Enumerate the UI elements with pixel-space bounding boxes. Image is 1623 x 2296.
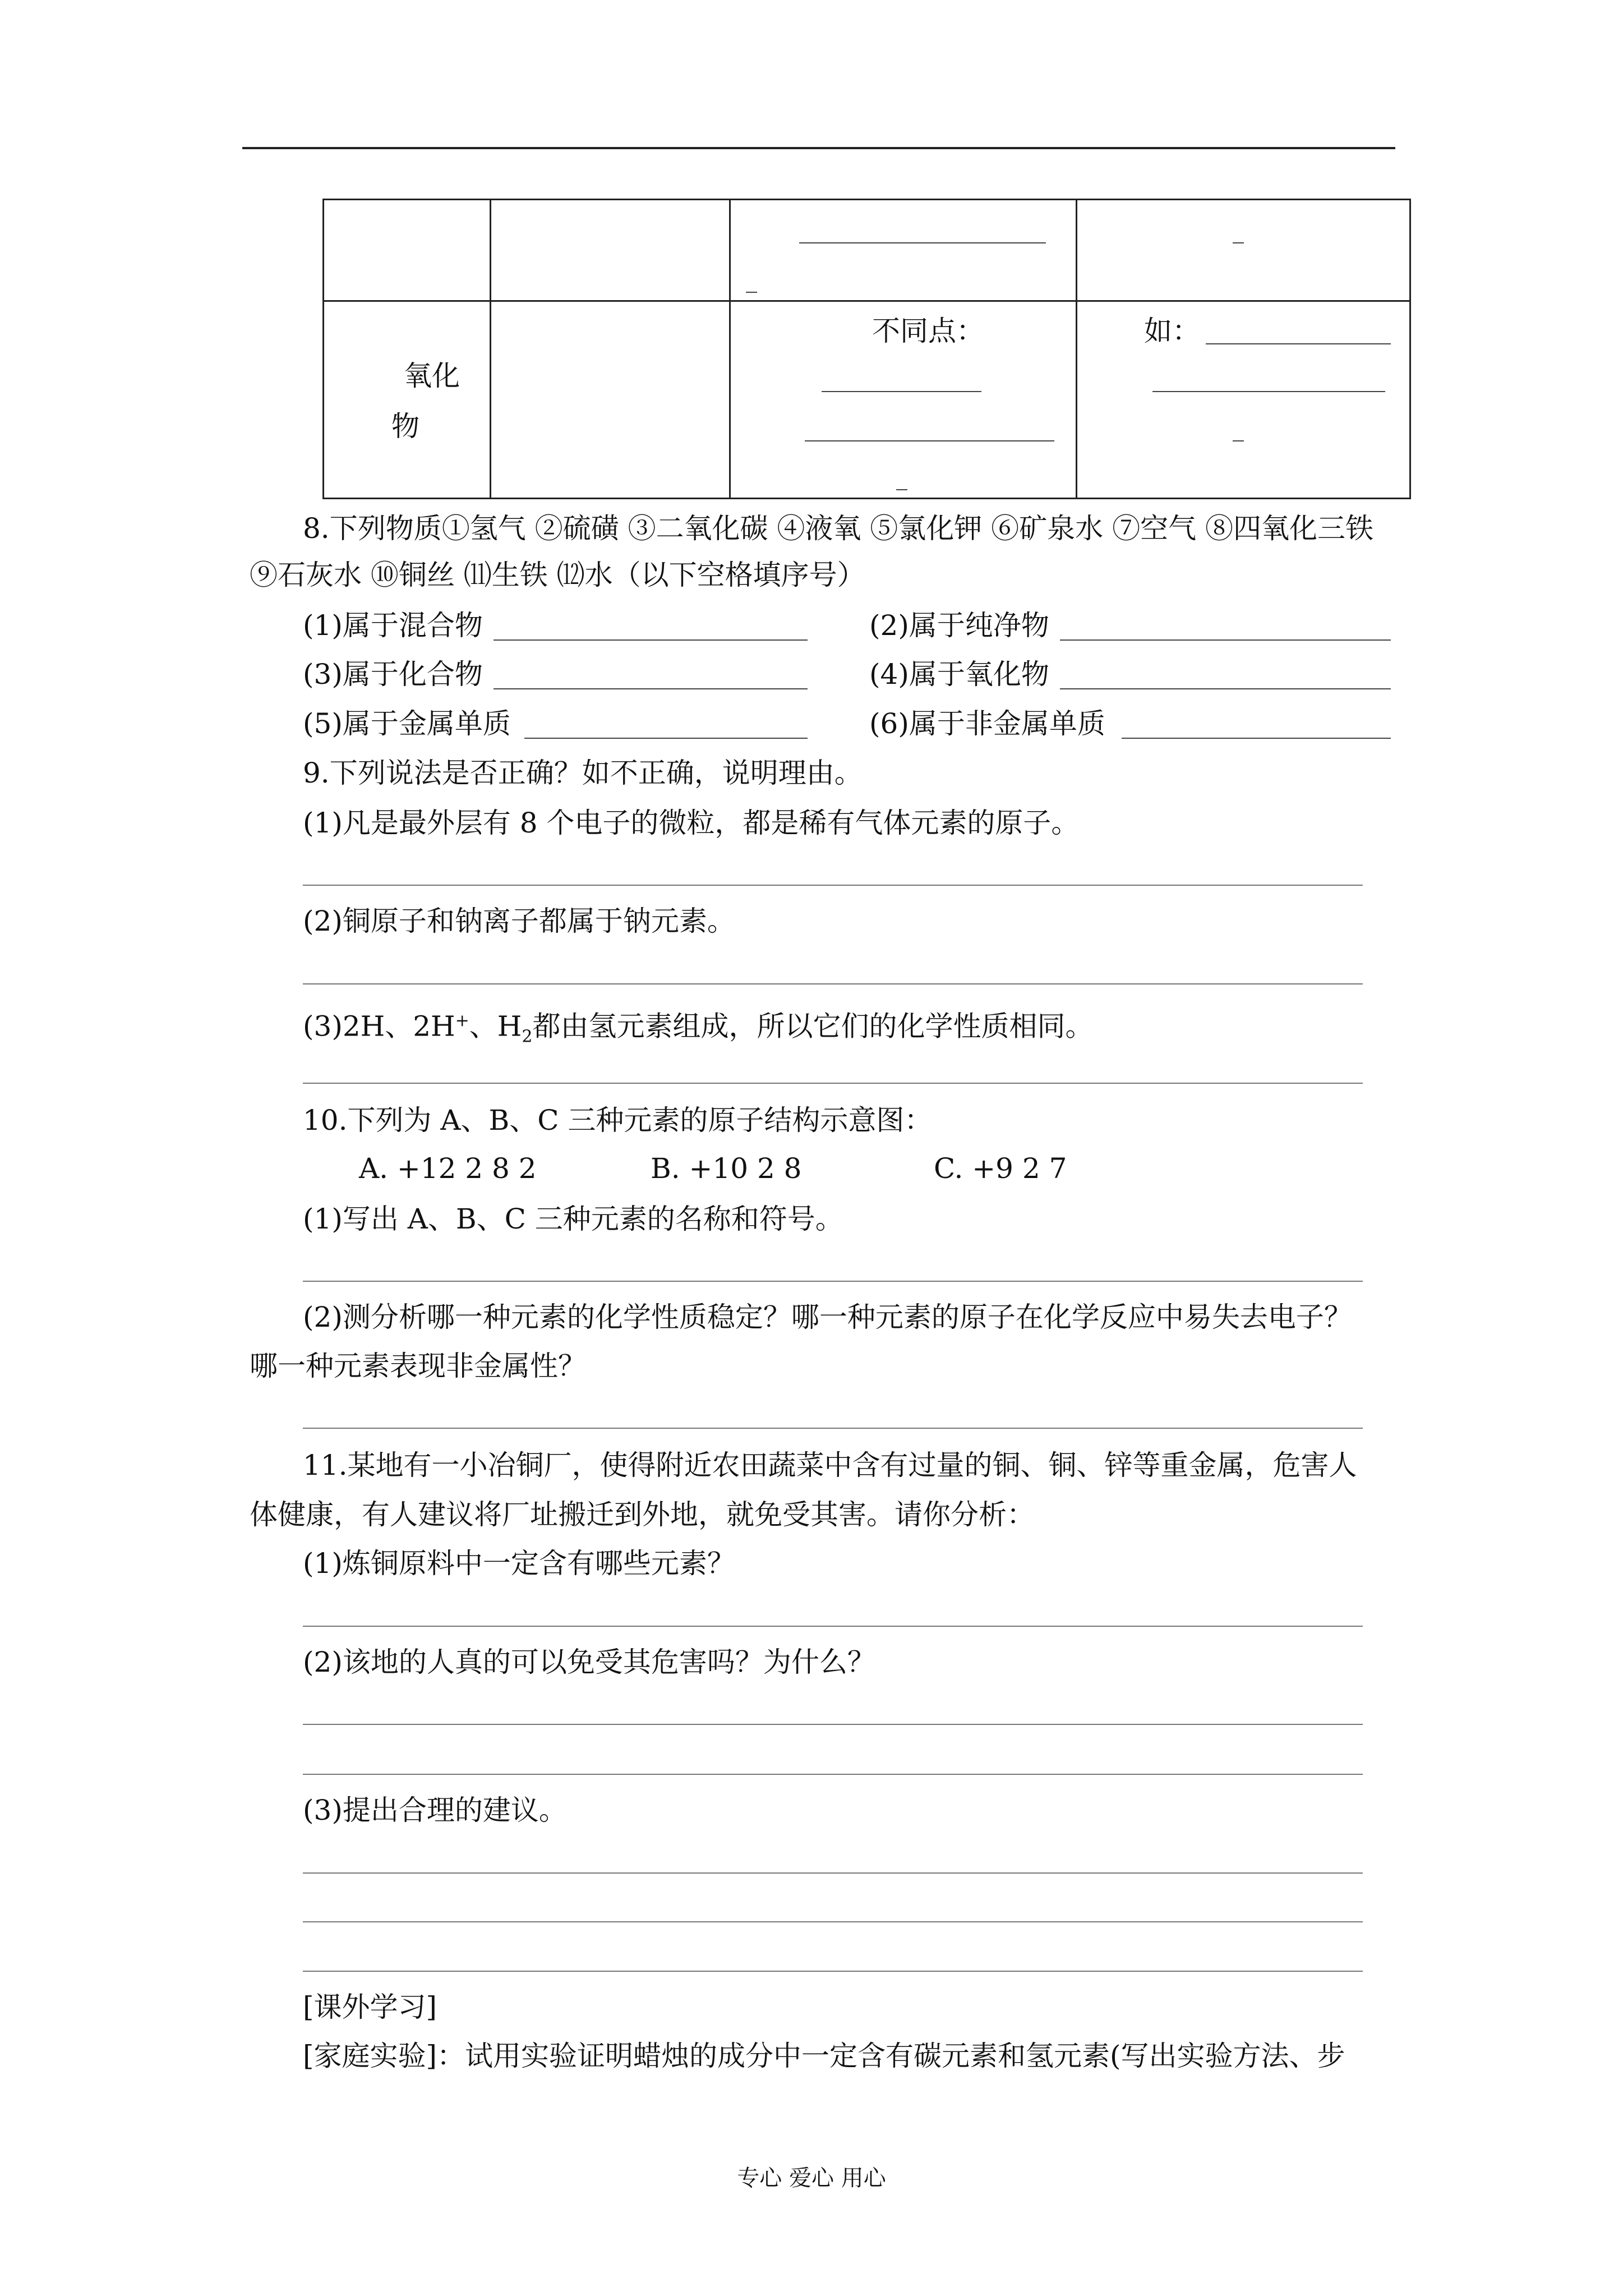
answer-blank[interactable] [1122,738,1391,739]
blank-line [1152,391,1385,392]
answer-blank[interactable] [1060,639,1391,641]
q9-item-3 [303,1004,1094,1054]
table-row-divider [322,300,1409,302]
q8-item-6: (6)属于非金属单质 [869,707,1105,740]
page-footer: 专心 爱心 用心 [737,2165,886,2191]
q10-stem: 10.下列为 A、B、C 三种元素的原子结构示意图： [303,1104,933,1137]
blank-line [822,391,981,392]
answer-line[interactable] [303,1774,1363,1775]
charge-superscript: + [455,1011,469,1030]
answer-line[interactable] [303,1971,1363,1972]
answer-blank[interactable] [524,738,808,739]
extra-section-heading: [课外学习] [303,1991,437,2023]
answer-line[interactable] [303,1724,1363,1725]
subscript: 2 [522,1027,533,1047]
blank-line [1206,343,1391,344]
answer-line[interactable] [303,1428,1363,1429]
q9-item-1: (1)凡是最外层有 8 个电子的微粒，都是稀有气体元素的原子。 [303,807,1080,839]
blank-line [805,440,1054,441]
q9-item-2: (2)铜原子和钠离子都属于钠元素。 [303,905,735,937]
table-col-divider [490,199,491,498]
q8-stem-line1: 8.下列物质①氢气 ②硫磺 ③二氧化碳 ④液氧 ⑤氯化钾 ⑥矿泉水 ⑦空气 ⑧四氧化三铁 [303,512,1373,545]
q8-item-5: (5)属于金属单质 [303,707,511,740]
blank-line [799,242,1046,243]
answer-line[interactable] [303,1281,1363,1282]
q9-item-3-part: (3)2H、2H [303,1010,455,1043]
table-col-divider [1076,199,1077,498]
q10-sub2-line2: 哪一种元素表现非金属性？ [250,1350,586,1382]
q8-item-4: (4)属于氧化物 [869,658,1049,691]
blank-line [896,489,907,490]
header-rule [242,147,1395,149]
answer-line[interactable] [303,885,1363,886]
answer-blank[interactable] [494,639,808,641]
answer-blank[interactable] [1060,688,1391,689]
table-border [322,199,1411,499]
blank-line [746,292,757,293]
answer-line[interactable] [303,1921,1363,1922]
answer-line[interactable] [303,983,1363,984]
q10-sub1: (1)写出 A、B、C 三种元素的名称和符号。 [303,1203,843,1235]
q11-sub3: (3)提出合理的建议。 [303,1794,567,1826]
q10-option-a: A. +12 2 8 2 [359,1152,537,1185]
q11-sub1: (1)炼铜原料中一定含有哪些元素？ [303,1547,735,1580]
q8-stem-line2: ⑨石灰水 ⑩铜丝 ⑾生铁 ⑿水（以下空格填序号） [250,559,865,591]
q9-stem: 9.下列说法是否正确？如不正确，说明理由。 [303,757,863,789]
answer-blank[interactable] [494,688,808,689]
answer-line[interactable] [303,1626,1363,1627]
blank-line [1233,440,1244,441]
q8-item-2: (2)属于纯净物 [869,609,1049,642]
q11-stem-line2: 体健康，有人建议将厂址搬迁到外地，就免受其害。请你分析： [250,1498,1035,1531]
q8-item-1: (1)属于混合物 [303,609,483,642]
home-experiment-text: [家庭实验]：试用实验证明蜡烛的成分中一定含有碳元素和氢元素(写出实验方法、步 [303,2040,1345,2072]
example-label: 如： [1144,315,1200,347]
q10-option-b: B. +10 2 8 [651,1152,802,1185]
table-col-divider [729,199,731,498]
blank-line [1233,242,1244,243]
q9-item-3-part: 都由氢元素组成，所以它们的化学性质相同。 [532,1010,1094,1043]
q10-sub2-line1: (2)测分析哪一种元素的化学性质稳定？哪一种元素的原子在化学反应中易失去电子？ [303,1301,1352,1333]
row-label-oxide-2: 物 [391,410,419,443]
q9-item-3-part: 、H [469,1010,522,1043]
q11-sub2: (2)该地的人真的可以免受其危害吗？为什么？ [303,1646,875,1678]
answer-line[interactable] [303,1872,1363,1874]
diff-label: 不同点： [872,315,984,347]
q8-item-3: (3)属于化合物 [303,658,483,691]
q11-stem-line1: 11.某地有一小冶铜厂，使得附近农田蔬菜中含有过量的铜、铜、锌等重金属，危害人 [303,1449,1357,1481]
answer-line[interactable] [303,1083,1363,1084]
q10-option-c: C. +9 2 7 [934,1152,1067,1185]
row-label-oxide-1: 氧化 [404,360,460,392]
